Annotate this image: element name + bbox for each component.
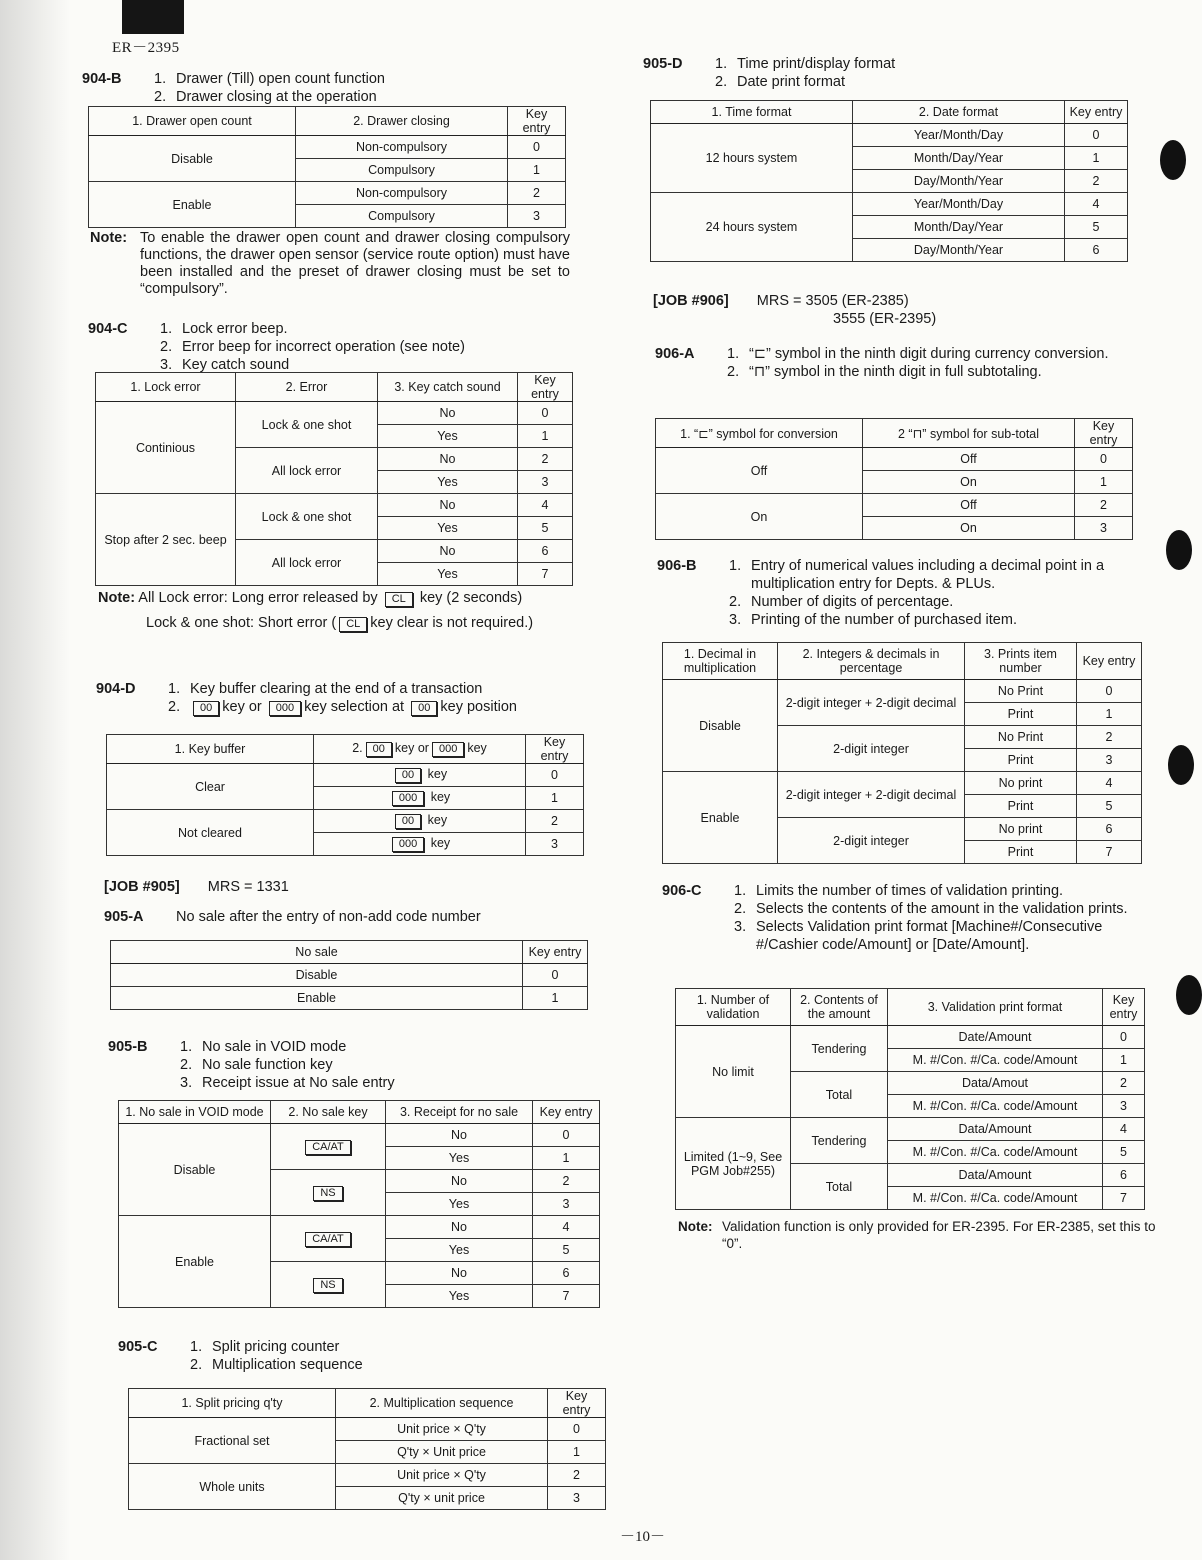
- section-code: 904-B: [82, 71, 122, 87]
- list-item: 1. No sale in VOID mode: [180, 1039, 347, 1055]
- ns-key-icon: NS: [313, 1278, 342, 1293]
- column-header: Key entry: [526, 735, 584, 764]
- table-row: Off Off 0: [656, 448, 1133, 471]
- list-item: 1. Limits the number of times of validation printing.: [734, 883, 1064, 899]
- key-00-icon: 00: [366, 742, 392, 757]
- table-row: On Off 2: [656, 494, 1133, 517]
- column-header: 1. Key buffer: [107, 735, 314, 764]
- table-row: Total Data/Amount 6: [676, 1164, 1145, 1187]
- section-code: 904-D: [96, 681, 136, 697]
- column-header: 2. No sale key: [271, 1101, 386, 1124]
- table-row: Disable CA/AT No 0: [119, 1124, 600, 1147]
- section-code: 906-A: [655, 346, 695, 362]
- list-item: 3. Receipt issue at No sale entry: [180, 1075, 395, 1091]
- list-item: 3. Selects Validation print format [Machine#/Consecutive #/Cashier code/Amount] or [Date/Amount].: [734, 919, 1103, 953]
- table-row: Yes 7: [96, 563, 573, 586]
- column-header: 3. Key catch sound: [378, 373, 518, 402]
- list-item: 2. Number of digits of percentage.: [729, 594, 954, 610]
- section-906c: [662, 882, 1142, 954]
- item-list: [729, 557, 1137, 629]
- column-header: 2 “⊓” symbol for sub-total: [863, 419, 1075, 448]
- list-item: 2. “⊓” symbol in the ninth digit in full subtotaling.: [727, 364, 1042, 380]
- list-item: 2. 00 key or 000 key selection at 00 key position: [168, 699, 517, 715]
- table-row: Disable 2-digit integer + 2-digit decimal No Print 0: [663, 680, 1142, 703]
- section-905d: [643, 55, 1123, 91]
- section-905c: [118, 1338, 598, 1374]
- table-row: Yes 5: [96, 517, 573, 540]
- column-header: Key entry: [548, 1389, 606, 1418]
- table-row: Disable Non-compulsory 0: [89, 136, 566, 159]
- table-row: Month/Day/Year 5: [651, 216, 1128, 239]
- column-header: Key entry: [1103, 989, 1145, 1026]
- section-code: 906-B: [657, 558, 697, 574]
- table-row: On 1: [656, 471, 1133, 494]
- list-item: 1. Lock error beep.: [160, 321, 288, 337]
- list-item: 2. Date print format: [715, 74, 845, 90]
- cl-key-icon: CL: [339, 617, 367, 632]
- column-header: 1. Lock error: [96, 373, 236, 402]
- column-header: Key entry: [1075, 419, 1133, 448]
- column-header: 1. No sale in VOID mode: [119, 1101, 271, 1124]
- column-header: 1. Time format: [651, 101, 853, 124]
- table-906a: [655, 418, 1133, 540]
- table-row: All lock error No 6: [96, 540, 573, 563]
- column-header: 1. Split pricing q'ty: [129, 1389, 336, 1418]
- column-header: Key entry: [508, 107, 566, 136]
- column-header: Key entry: [523, 941, 588, 964]
- list-item: 2. Drawer closing at the operation: [154, 89, 377, 105]
- table-906c: [675, 988, 1145, 1210]
- scan-shading: [0, 0, 70, 1560]
- table-row: Q'ty × unit price 3: [129, 1487, 606, 1510]
- table-row: Disable 0: [111, 964, 588, 987]
- note-906c: Note: Validation function is only provided for ER-2395. For ER-2385, set this to “0”.: [678, 1219, 1156, 1251]
- column-header: 2. Error: [236, 373, 378, 402]
- table-row: Not cleared 00 key 2: [107, 810, 584, 833]
- section-906b: [657, 557, 1137, 629]
- note-904b: Note: To enable the drawer open count and drawer closing compulsory functions, the drawer open sensor (service route option) must have been installed and the preset of drawer closing must be set to “compulsory”.: [90, 230, 570, 297]
- table-row: Yes 1: [119, 1147, 600, 1170]
- item-list: [168, 680, 517, 716]
- job-905-heading: [JOB #905] MRS = 1331: [104, 879, 289, 895]
- column-header: Key entry: [1077, 643, 1142, 680]
- column-header: Key entry: [1065, 101, 1128, 124]
- section-code: 905-B: [108, 1039, 148, 1055]
- table-row: Total Data/Amout 2: [676, 1072, 1145, 1095]
- table-row: Fractional set Unit price × Q'ty 0: [129, 1418, 606, 1441]
- key-000-icon: 000: [432, 742, 464, 757]
- column-header: 3. Receipt for no sale: [386, 1101, 533, 1124]
- item-list: [727, 345, 1109, 381]
- table-row: 2-digit integer No print 6: [663, 818, 1142, 841]
- key-000-icon: 000: [269, 701, 301, 716]
- table-row: Enable CA/AT No 4: [119, 1216, 600, 1239]
- table-row: Enable 1: [111, 987, 588, 1010]
- table-904d: [106, 734, 584, 856]
- table-906b: [662, 642, 1142, 864]
- list-item: 3. Printing of the number of purchased item.: [729, 612, 1017, 628]
- table-row: M. #/Con. #/Ca. code/Amount 7: [676, 1187, 1145, 1210]
- table-row: On 3: [656, 517, 1133, 540]
- table-905a: [110, 940, 588, 1010]
- table-row: NS No 2: [119, 1170, 600, 1193]
- job-906-heading: [JOB #906] MRS = 3505 (ER-2385) 3555 (ER-2395): [653, 293, 937, 327]
- column-header: 2. Contents of the amount: [791, 989, 888, 1026]
- list-item: 2. Multiplication sequence: [190, 1357, 363, 1373]
- column-header: 1. “⊏” symbol for conversion: [656, 419, 863, 448]
- list-item: 3. Key catch sound: [160, 357, 290, 373]
- table-row: Yes 3: [96, 471, 573, 494]
- column-header: 2. Integers & decimals in percentage: [778, 643, 965, 680]
- column-header: 2. 00 key or 000 key: [314, 735, 526, 764]
- item-list: [190, 1338, 363, 1374]
- table-row: Yes 5: [119, 1239, 600, 1262]
- scan-mark: [122, 0, 184, 34]
- table-row: Day/Month/Year 6: [651, 239, 1128, 262]
- table-row: 2-digit integer No Print 2: [663, 726, 1142, 749]
- list-item: 1. Split pricing counter: [190, 1339, 340, 1355]
- column-header: 3. Prints item number: [965, 643, 1077, 680]
- table-904b: [88, 106, 566, 228]
- item-list: [715, 55, 895, 91]
- column-header: 1. Number of validation: [676, 989, 791, 1026]
- table-row: Enable 2-digit integer + 2-digit decimal No print 4: [663, 772, 1142, 795]
- table-row: Day/Month/Year 2: [651, 170, 1128, 193]
- table-row: M. #/Con. #/Ca. code/Amount 1: [676, 1049, 1145, 1072]
- column-header: 2. Multiplication sequence: [336, 1389, 548, 1418]
- table-row: Clear 00 key 0: [107, 764, 584, 787]
- table-905d: [650, 100, 1128, 262]
- table-row: Month/Day/Year 1: [651, 147, 1128, 170]
- table-row: Print 5: [663, 795, 1142, 818]
- column-header: 1. Decimal in multiplication: [663, 643, 778, 680]
- note-904c: Note: All Lock error: Long error released by CL key (2 seconds) Lock & one shot: Short error ( CL key clear is not required.): [98, 590, 534, 631]
- section-code: 905-C: [118, 1339, 158, 1355]
- list-item: 1. Entry of numerical values including a decimal point in a multiplication entry for Depts. & PLUs.: [729, 558, 1105, 592]
- table-row: Yes 1: [96, 425, 573, 448]
- punch-hole: [1168, 745, 1194, 785]
- table-row: Continious Lock & one shot No 0: [96, 402, 573, 425]
- page-number: －10－: [620, 1529, 666, 1545]
- table-row: Compulsory 3: [89, 205, 566, 228]
- table-row: Print 3: [663, 749, 1142, 772]
- table-row: NS No 6: [119, 1262, 600, 1285]
- table-row: Yes 3: [119, 1193, 600, 1216]
- ns-key-icon: NS: [313, 1186, 342, 1201]
- section-title: No sale after the entry of non-add code number: [176, 909, 481, 925]
- table-row: M. #/Con. #/Ca. code/Amount 5: [676, 1141, 1145, 1164]
- section-code: 905-D: [643, 56, 683, 72]
- list-item: 1. “⊏” symbol in the ninth digit during currency conversion.: [727, 346, 1109, 362]
- list-item: 2. Selects the contents of the amount in the validation prints.: [734, 901, 1128, 917]
- column-header: 1. Drawer open count: [89, 107, 296, 136]
- table-row: M. #/Con. #/Ca. code/Amount 3: [676, 1095, 1145, 1118]
- cl-key-icon: CL: [385, 592, 413, 607]
- document-id: ER－2395: [112, 40, 180, 56]
- column-header: Key entry: [518, 373, 573, 402]
- key-000-icon: 000: [392, 791, 424, 806]
- section-code: 904-C: [88, 321, 128, 337]
- key-00-icon: 00: [395, 768, 421, 783]
- punch-hole: [1160, 140, 1186, 180]
- list-item: 1. Time print/display format: [715, 56, 896, 72]
- table-row: Q'ty × Unit price 1: [129, 1441, 606, 1464]
- punch-hole: [1176, 975, 1202, 1015]
- section-906a: [655, 345, 1135, 381]
- punch-hole: [1166, 530, 1192, 570]
- column-header: 3. Validation print format: [888, 989, 1103, 1026]
- column-header: 2. Date format: [853, 101, 1065, 124]
- section-code: 905-A: [104, 909, 144, 925]
- item-list: [180, 1038, 395, 1092]
- table-904c: [95, 372, 573, 586]
- table-row: 24 hours system Year/Month/Day 4: [651, 193, 1128, 216]
- item-list: [160, 320, 465, 374]
- table-row: 000 key 1: [107, 787, 584, 810]
- section-904b: [82, 70, 562, 106]
- item-list: [734, 882, 1142, 954]
- section-905b: [108, 1038, 588, 1092]
- list-item: 2. No sale function key: [180, 1057, 333, 1073]
- column-header: 2. Drawer closing: [296, 107, 508, 136]
- table-row: Compulsory 1: [89, 159, 566, 182]
- table-905c: [128, 1388, 606, 1510]
- key-00-icon: 00: [193, 701, 219, 716]
- table-row: Enable Non-compulsory 2: [89, 182, 566, 205]
- list-item: 2. Error beep for incorrect operation (see note): [160, 339, 465, 355]
- table-row: No limit Tendering Date/Amount 0: [676, 1026, 1145, 1049]
- ca-at-key-icon: CA/AT: [305, 1232, 351, 1247]
- column-header: Key entry: [533, 1101, 600, 1124]
- table-row: Whole units Unit price × Q'ty 2: [129, 1464, 606, 1487]
- section-905a: [104, 908, 584, 926]
- section-904c: [88, 320, 568, 374]
- key-00-icon: 00: [411, 701, 437, 716]
- item-list: [154, 70, 385, 106]
- table-row: All lock error No 2: [96, 448, 573, 471]
- list-item: 1. Drawer (Till) open count function: [154, 71, 385, 87]
- list-item: 1. Key buffer clearing at the end of a transaction: [168, 681, 483, 697]
- table-row: Limited (1~9, See PGM Job#255) Tendering Data/Amount 4: [676, 1118, 1145, 1141]
- key-000-icon: 000: [392, 837, 424, 852]
- section-904d: [96, 680, 586, 716]
- table-row: Stop after 2 sec. beep Lock & one shot No 4: [96, 494, 573, 517]
- section-code: 906-C: [662, 883, 702, 899]
- ca-at-key-icon: CA/AT: [305, 1140, 351, 1155]
- table-row: 000 key 3: [107, 833, 584, 856]
- table-row: Print 1: [663, 703, 1142, 726]
- table-row: Yes 7: [119, 1285, 600, 1308]
- table-row: Print 7: [663, 841, 1142, 864]
- key-00-icon: 00: [395, 814, 421, 829]
- table-905b: [118, 1100, 600, 1308]
- column-header: No sale: [111, 941, 523, 964]
- table-row: 12 hours system Year/Month/Day 0: [651, 124, 1128, 147]
